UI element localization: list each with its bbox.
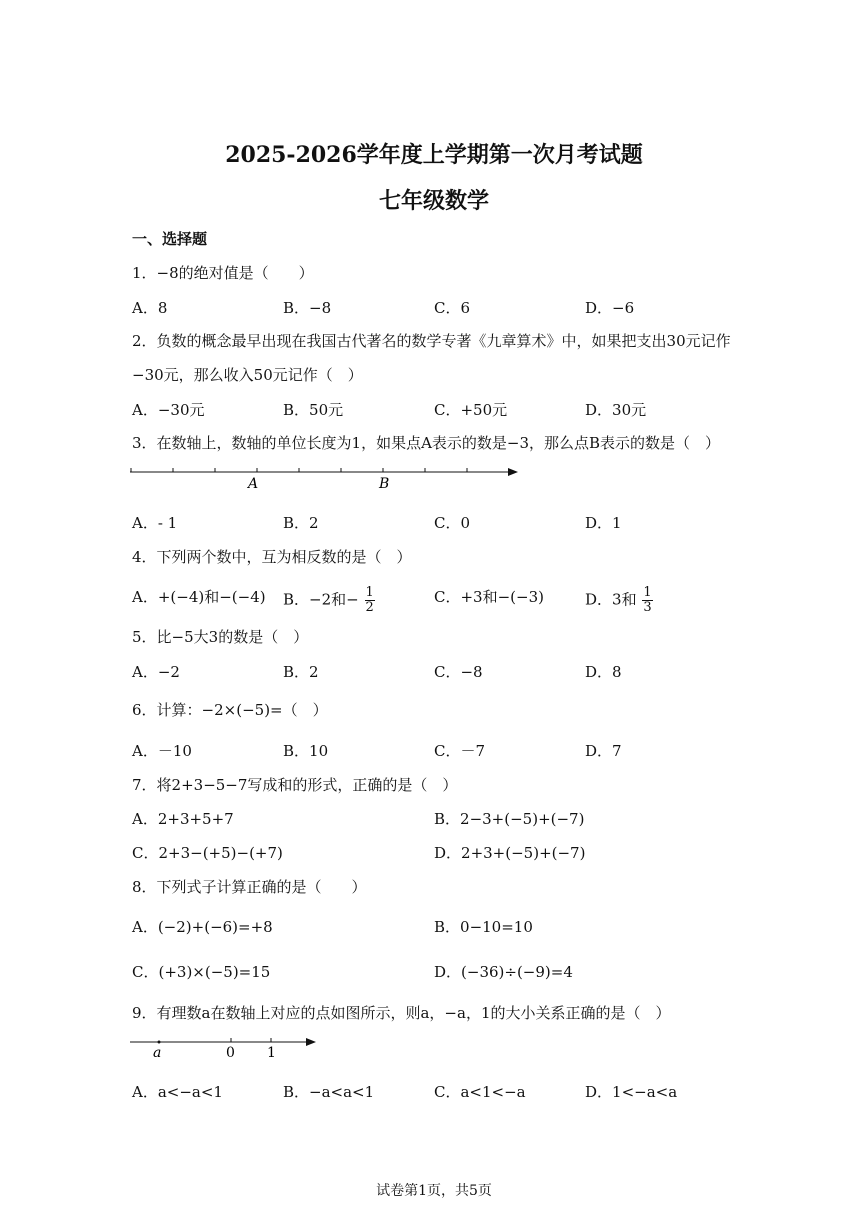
question-2-cont: −30元，那么收入50元记作（ ） (132, 366, 363, 384)
q4-option-d: D．3和 $\frac{1}{3}$ (585, 585, 652, 615)
exam-title: 2025-2026学年度上学期第一次月考试题 (225, 142, 643, 168)
q1-option-c: C．6 (434, 299, 471, 317)
q2-option-a: A．−30元 (132, 401, 205, 419)
question-5: 5．比−5大3的数是（ ） (132, 628, 309, 646)
q5-option-b: B．2 (283, 663, 319, 681)
q3-option-c: C．0 (434, 514, 471, 532)
question-1: 1．−8的绝对值是（ ） (132, 264, 314, 282)
q1-option-a: A．8 (132, 299, 168, 317)
q5-option-d: D．8 (585, 663, 622, 681)
point-b-label: B (379, 476, 390, 492)
q9-option-d: D．1<−a<a (585, 1083, 678, 1101)
q6-option-d: D．7 (585, 742, 622, 760)
q3-option-d: D．1 (585, 514, 622, 532)
zero-label: 0 (226, 1045, 235, 1060)
q6-option-c: C．－7 (434, 742, 486, 760)
q7-option-a: A．2+3+5+7 (132, 810, 234, 828)
question-9: 9．有理数a在数轴上对应的点如图所示，则a，−a，1的大小关系正确的是（ ） (132, 1004, 671, 1022)
question-4: 4．下列两个数中，互为相反数的是（ ） (132, 548, 412, 566)
fraction-one-third: $\frac{1}{3}$ (643, 585, 652, 615)
q8-option-d: D．(−36)÷(−9)=4 (434, 963, 573, 981)
question-6: 6．计算：−2×(−5)=（ ） (132, 701, 328, 719)
q6-option-b: B．10 (283, 742, 329, 760)
exam-subtitle: 七年级数学 (378, 188, 489, 214)
q6-option-a: A．－10 (132, 742, 192, 760)
q4-option-b: B．−2和− $\frac{1}{2}$ (283, 585, 374, 615)
page-footer: 试卷第1页，共5页 (376, 1183, 492, 1199)
point-a-var-label: a (153, 1045, 162, 1060)
q9-option-a: A．a<−a<1 (132, 1083, 223, 1101)
question-2: 2．负数的概念最早出现在我国古代著名的数学专著《九章算术》中，如果把支出30元记作 (132, 332, 731, 350)
fraction-one-half: $\frac{1}{2}$ (365, 585, 374, 615)
q9-option-c: C．a<1<−a (434, 1083, 526, 1101)
number-line-q9 (128, 1032, 323, 1060)
q1-option-b: B．−8 (283, 299, 332, 317)
question-8: 8．下列式子计算正确的是（ ） (132, 878, 367, 896)
section-heading: 一、选择题 (132, 230, 208, 248)
q8-option-a: A．(−2)+(−6)=+8 (132, 918, 273, 936)
q4-option-c: C．+3和−(−3) (434, 588, 544, 606)
q4-option-a: A．+(−4)和−(−4) (132, 588, 266, 606)
question-3: 3．在数轴上，数轴的单位长度为1，如果点A表示的数是−3，那么点B表示的数是（ ） (132, 434, 721, 452)
point-a-label: A (248, 476, 259, 492)
q8-option-c: C．(+3)×(−5)=15 (132, 963, 271, 981)
q7-option-c: C．2+3−(+5)−(+7) (132, 844, 283, 862)
number-line-q3 (128, 460, 523, 492)
q1-option-d: D．−6 (585, 299, 635, 317)
q8-option-b: B．0−10=10 (434, 918, 533, 936)
q3-option-a: A．- 1 (132, 514, 178, 532)
q5-option-c: C．−8 (434, 663, 483, 681)
q2-option-b: B．50元 (283, 401, 344, 419)
q2-option-d: D．30元 (585, 401, 647, 419)
q5-option-a: A．−2 (132, 663, 180, 681)
q3-option-b: B．2 (283, 514, 319, 532)
q7-option-d: D．2+3+(−5)+(−7) (434, 844, 586, 862)
q7-option-b: B．2−3+(−5)+(−7) (434, 810, 585, 828)
q9-option-b: B．−a<a<1 (283, 1083, 375, 1101)
q2-option-c: C．+50元 (434, 401, 508, 419)
one-label: 1 (267, 1045, 276, 1060)
question-7: 7．将2+3−5−7写成和的形式，正确的是（ ） (132, 776, 458, 794)
